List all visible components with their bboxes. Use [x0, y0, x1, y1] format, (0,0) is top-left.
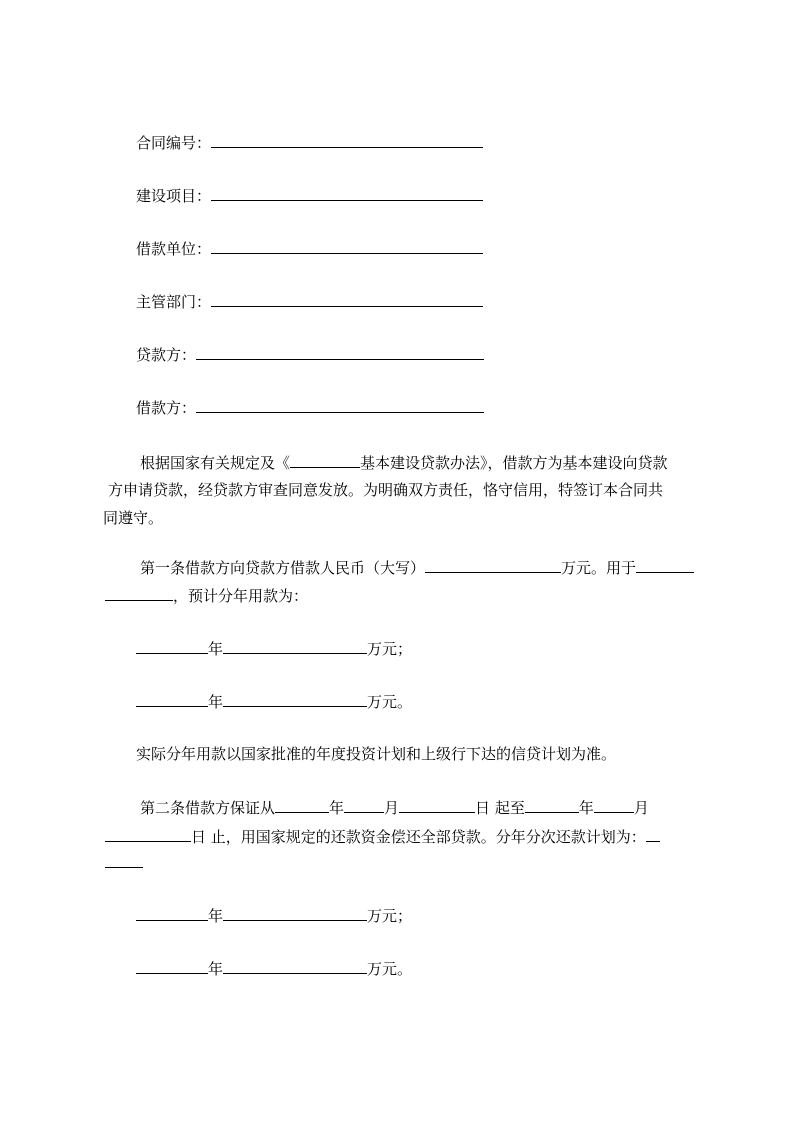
field-label: 贷款方： [136, 346, 197, 364]
blank-line[interactable] [525, 797, 579, 813]
field-borrower-unit [136, 238, 483, 259]
year-label: 年 [329, 799, 345, 817]
year-label: 年 [208, 960, 224, 978]
blank-line[interactable] [136, 905, 208, 921]
usage-row-2 [136, 691, 412, 712]
year-label: 年 [578, 799, 594, 817]
article-1-line-2 [105, 585, 308, 606]
year-label: 年 [208, 693, 224, 711]
blank-line[interactable] [105, 826, 191, 842]
month-label: 月 [384, 799, 400, 817]
intro-prefix: 根据国家有关规定及《 [140, 454, 291, 472]
blank-line[interactable] [344, 797, 384, 813]
note-line: 实际分年用款以国家批准的年度投资计划和上级行下达的信贷计划为准。 [136, 745, 617, 763]
blank-line[interactable] [223, 638, 367, 654]
article-2-line-3 [105, 852, 143, 873]
blank-line[interactable] [196, 397, 484, 413]
amount-unit: 万元； [367, 907, 413, 925]
article-2-text: 日 起至 [475, 799, 525, 817]
field-label: 借款单位： [136, 240, 212, 258]
field-label: 主管部门： [136, 293, 212, 311]
blank-line[interactable] [636, 557, 694, 573]
field-label: 借款方： [136, 399, 197, 417]
article-1-text: ，预计分年用款为： [173, 587, 309, 605]
intro-line-3: 同遵守。 [103, 509, 164, 527]
blank-line[interactable] [290, 452, 360, 468]
blank-line[interactable] [223, 905, 367, 921]
blank-line[interactable] [105, 852, 143, 868]
field-project [136, 185, 483, 206]
article-2-text: 第二条借款方保证从 [140, 799, 276, 817]
month-label: 月 [633, 799, 649, 817]
blank-line[interactable] [646, 826, 660, 842]
blank-line[interactable] [211, 132, 483, 148]
amount-unit: 万元。 [367, 693, 413, 711]
blank-line[interactable] [211, 291, 483, 307]
blank-line[interactable] [425, 557, 561, 573]
intro-text: 基本建设贷款办法》，借款方为基本建设向贷款 [360, 454, 668, 472]
field-label: 建设项目： [136, 187, 212, 205]
blank-line[interactable] [275, 797, 329, 813]
year-label: 年 [208, 640, 224, 658]
blank-line[interactable] [399, 797, 475, 813]
blank-line[interactable] [223, 958, 367, 974]
blank-line[interactable] [196, 344, 484, 360]
article-2-text: 日 止，用国家规定的还款资金偿还全部贷款。分年分次还款计划为： [191, 828, 646, 846]
field-lender [136, 344, 484, 365]
repay-row-1 [136, 905, 412, 926]
blank-line[interactable] [136, 691, 208, 707]
article-1-text: 第一条借款方向贷款方借款人民币（大写） [140, 559, 426, 577]
blank-line[interactable] [136, 638, 208, 654]
amount-unit: 万元； [367, 640, 413, 658]
field-borrower [136, 397, 484, 418]
usage-row-1 [136, 638, 412, 659]
blank-line[interactable] [211, 238, 483, 254]
blank-line[interactable] [105, 585, 173, 601]
blank-line[interactable] [136, 958, 208, 974]
article-2-line-2 [105, 826, 660, 847]
repay-row-2 [136, 958, 412, 979]
blank-line[interactable] [594, 797, 634, 813]
intro-line-1 [140, 452, 668, 473]
article-2-line-1 [140, 797, 649, 818]
field-supervisor [136, 291, 483, 312]
intro-line-2: 方申请贷款，经贷款方审查同意发放。为明确双方责任，恪守信用，特签订本合同共 [108, 481, 664, 499]
article-1-line-1 [140, 557, 694, 578]
blank-line[interactable] [223, 691, 367, 707]
year-label: 年 [208, 907, 224, 925]
field-contract-number [136, 132, 483, 153]
article-1-text: 万元。用于 [561, 559, 637, 577]
amount-unit: 万元。 [367, 960, 413, 978]
blank-line[interactable] [211, 185, 483, 201]
field-label: 合同编号： [136, 134, 212, 152]
